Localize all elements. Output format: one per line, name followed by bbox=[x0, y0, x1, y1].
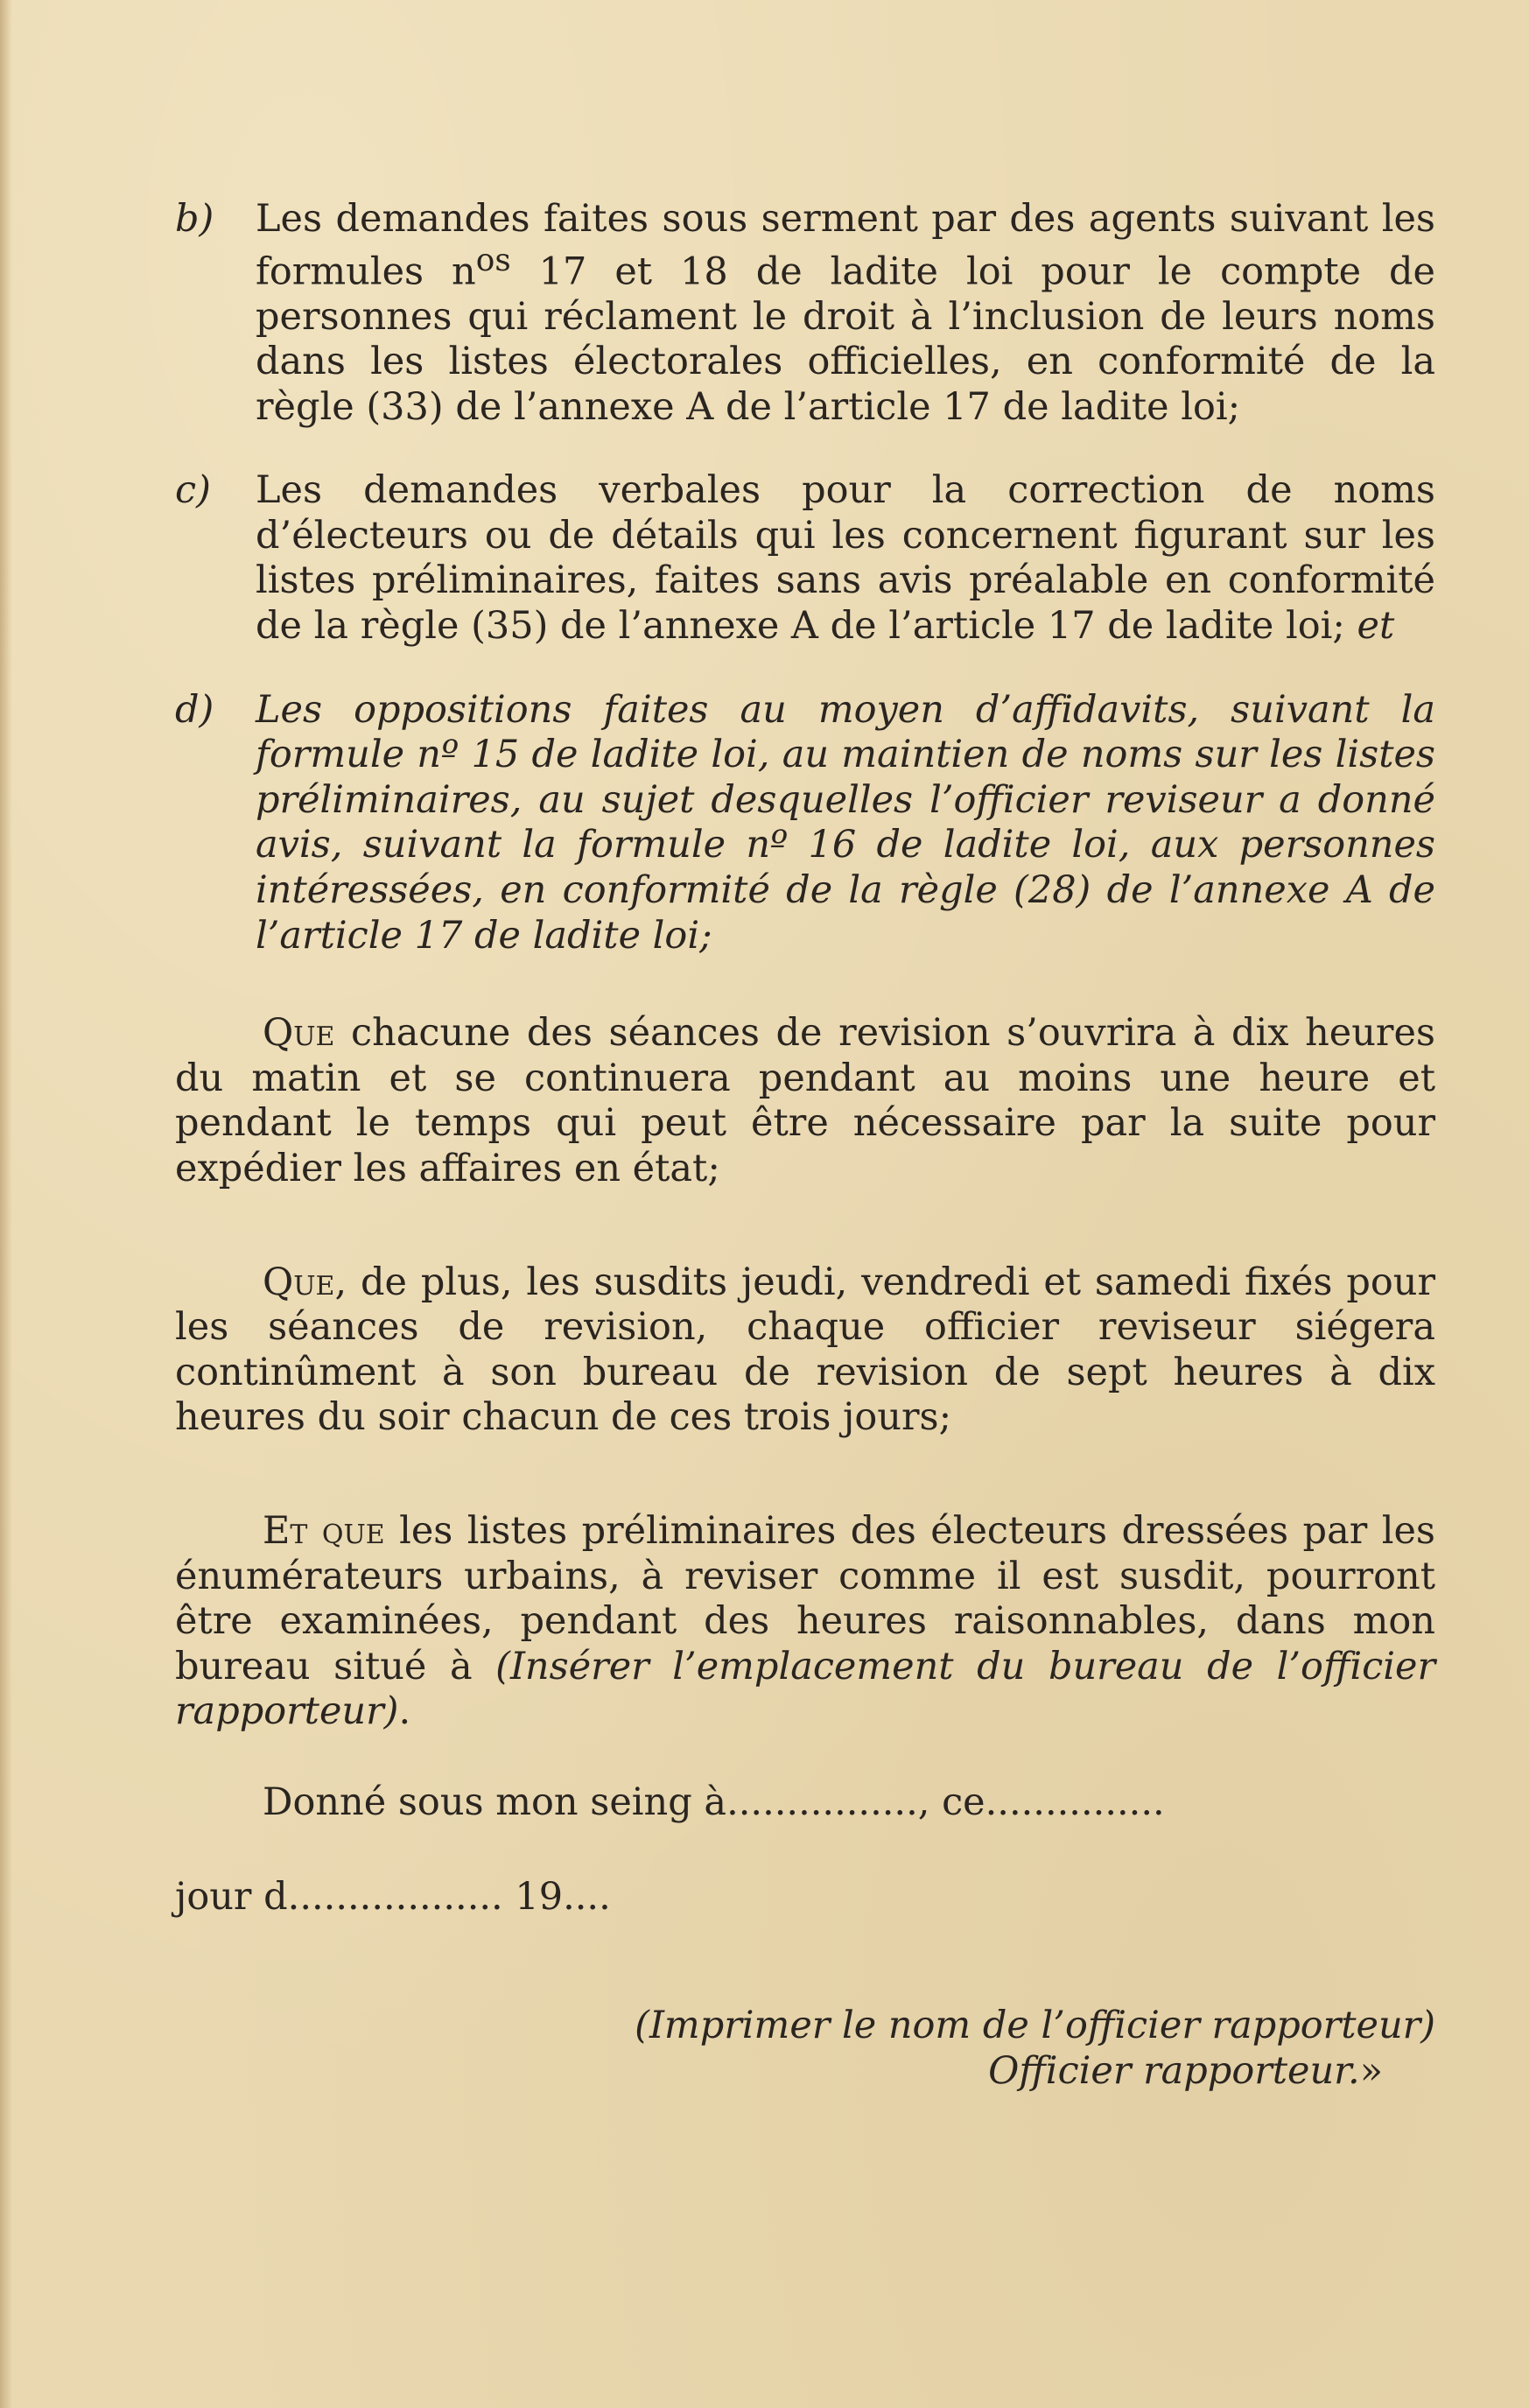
paragraph-lead: Que bbox=[263, 1260, 335, 1304]
paragraph-listes: Et que les listes préliminaires des électeurs dressées par les énumérateurs urbains, à reviser comme il est susdit, pourront être examinées, pendant des heures raisonnables, dans mon bureau situé à (Insérer l’emplacement du bureau de l’officier rapporteur). bbox=[175, 1508, 1435, 1734]
closing-quote: » bbox=[1359, 2048, 1383, 2093]
paragraph-jours: Que, de plus, les susdits jeudi, vendredi et samedi fixés pour les séances de revision, chaque officier reviseur siégera continûment à son bureau de revision de sept heures à dix heures du soir chacun de ces trois jours; bbox=[175, 1260, 1435, 1440]
list-item-b bbox=[175, 197, 1435, 430]
jour-line: jour d.................. 19.... bbox=[175, 1874, 611, 1919]
item-letter: c) bbox=[175, 468, 211, 513]
item-tail-et: et bbox=[1344, 604, 1395, 649]
given-line: Donné sous mon seing à................, ce............... bbox=[263, 1780, 1165, 1824]
item-text: Les oppositions faites au moyen d’affidavits, suivant la formule nº 15 de ladite loi, au maintien de noms sur les listes préliminaires, au sujet desquelles l’officier reviseur a donné avis, suivant la formule nº 16 de ladite loi, aux personnes intéressées, en conformité de la règle (28) de l’annexe A de l’article 17 de ladite loi; bbox=[256, 687, 1435, 958]
paragraph-lead: Et que bbox=[263, 1508, 385, 1553]
paragraph-seances: Que chacune des séances de revision s’ouvrira à dix heures du matin et se continuera pendant au moins une heure et pendant le temps qui peut être nécessaire par la suite pour expédier les affaires en état; bbox=[175, 1011, 1435, 1191]
signature-note: (Imprimer le nom de l’officier rapporteur) bbox=[635, 2004, 1435, 2048]
item-text: Les demandes faites sous serment par des agents suivant les formules $n^{os}$ 17 et 18 de ladite loi pour le compte de personnes qui réclament le droit à l’inclusion de leurs noms dans les listes électorales officielles, en conformité de la règle (33) de l’annexe A de l’article 17 de ladite loi; bbox=[256, 197, 1435, 429]
superscript-os: os bbox=[475, 242, 511, 278]
paragraph-lead: Que bbox=[263, 1011, 335, 1056]
document-body bbox=[175, 197, 1435, 2094]
item-letter: b) bbox=[175, 197, 214, 241]
signature-title: Officier rapporteur.» bbox=[988, 2048, 1383, 2093]
paragraph-italic-insert: (Insérer l’emplacement du bureau de l’officier rapporteur) bbox=[175, 1644, 1435, 1734]
list-item-d bbox=[175, 688, 1435, 959]
list-item-c bbox=[175, 468, 1435, 649]
page-edge-shadow bbox=[0, 0, 12, 2408]
item-letter: d) bbox=[175, 687, 214, 732]
item-text: Les demandes verbales pour la correction de noms d’électeurs ou de détails qui les concernent figurant sur les listes préliminaires, faites sans avis préalable en conformité de la règle (35) de l’annexe A de l’article 17 de ladite loi; et bbox=[256, 468, 1435, 649]
